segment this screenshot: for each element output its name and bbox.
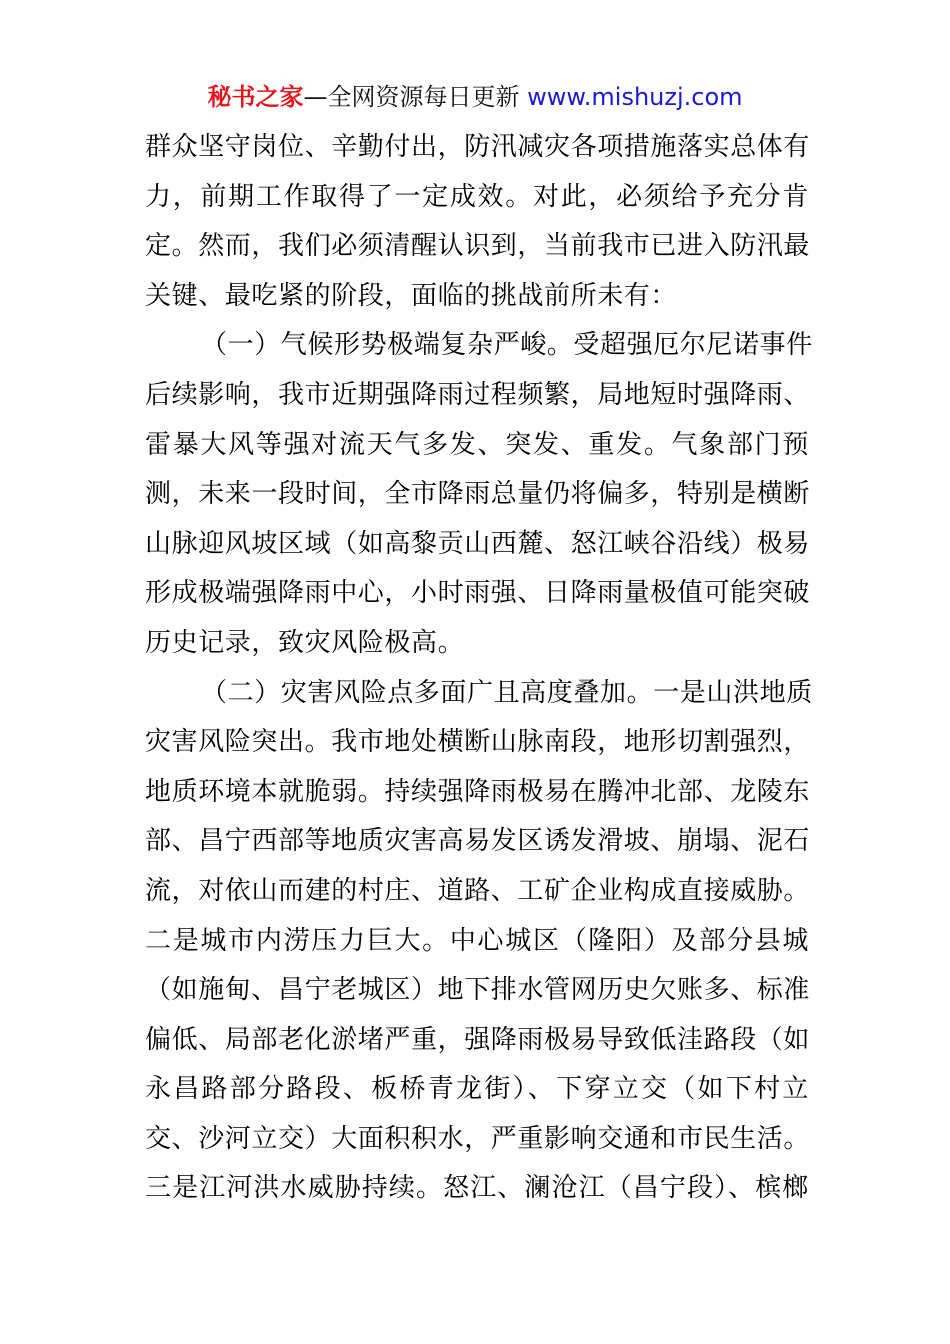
page-header bbox=[0, 82, 950, 112]
text-line: 流，对依山而建的村庄、道路、工矿企业构成直接威胁。 bbox=[145, 875, 811, 906]
text-line: （如施甸、昌宁老城区）地下排水管网历史欠账多、标准 bbox=[145, 975, 811, 1006]
section-heading-line: （二）灾害风险点多面广且高度叠加。一是山洪地质 bbox=[201, 677, 813, 708]
text-line: 定。然而，我们必须清醒认识到，当前我市已进入防汛最 bbox=[145, 231, 811, 262]
text-line: 部、昌宁西部等地质灾害高易发区诱发滑坡、崩塌、泥石 bbox=[145, 826, 811, 857]
text-line: 灾害风险突出。我市地处横断山脉南段，地形切割强烈， bbox=[145, 727, 811, 758]
text-line: 形成极端强降雨中心，小时雨强、日降雨量极值可能突破 bbox=[145, 578, 811, 609]
text-line: 交、沙河立交）大面积积水，严重影响交通和市民生活。 bbox=[145, 1123, 811, 1154]
text-line: 历史记录，致灾风险极高。 bbox=[145, 627, 465, 658]
text-line: 三是江河洪水威胁持续。怒江、澜沧江（昌宁段）、槟榔 bbox=[145, 1173, 809, 1204]
text-line: 雷暴大风等强对流天气多发、突发、重发。气象部门预 bbox=[145, 429, 809, 460]
text-line: 后续影响，我市近期强降雨过程频繁，局地短时强降雨、 bbox=[145, 379, 811, 410]
section-heading-line: （一）气候形势极端复杂严峻。受超强厄尔尼诺事件 bbox=[201, 330, 813, 361]
text-line: 地质环境本就脆弱。持续强降雨极易在腾冲北部、龙陵东 bbox=[145, 776, 811, 807]
text-line: 二是城市内涝压力巨大。中心城区（隆阳）及部分县城 bbox=[145, 925, 809, 956]
brand-name: 秘书之家 bbox=[207, 83, 304, 111]
header-tagline: —全网资源每日更新 bbox=[303, 83, 520, 111]
text-line: 永昌路部分路段、板桥青龙街）、下穿立交（如下村立 bbox=[145, 1074, 809, 1105]
text-line: 偏低、局部老化淤堵严重，强降雨极易导致低洼路段（如 bbox=[145, 1024, 811, 1055]
text-line: 山脉迎风坡区域（如高黎贡山西麓、怒江峡谷沿线）极易 bbox=[145, 528, 811, 559]
text-line: 群众坚守岗位、辛勤付出，防汛减灾各项措施落实总体有 bbox=[145, 132, 811, 162]
text-line: 力，前期工作取得了一定成效。对此，必须给予充分肯 bbox=[145, 181, 809, 212]
text-line: 测，未来一段时间，全市降雨总量仍将偏多，特别是横断 bbox=[145, 479, 811, 510]
text-line: 关键、最吃紧的阶段，面临的挑战前所未有： bbox=[145, 280, 678, 311]
document-body bbox=[145, 123, 813, 1214]
site-url-link[interactable]: www.mishuzj.com bbox=[527, 83, 743, 111]
